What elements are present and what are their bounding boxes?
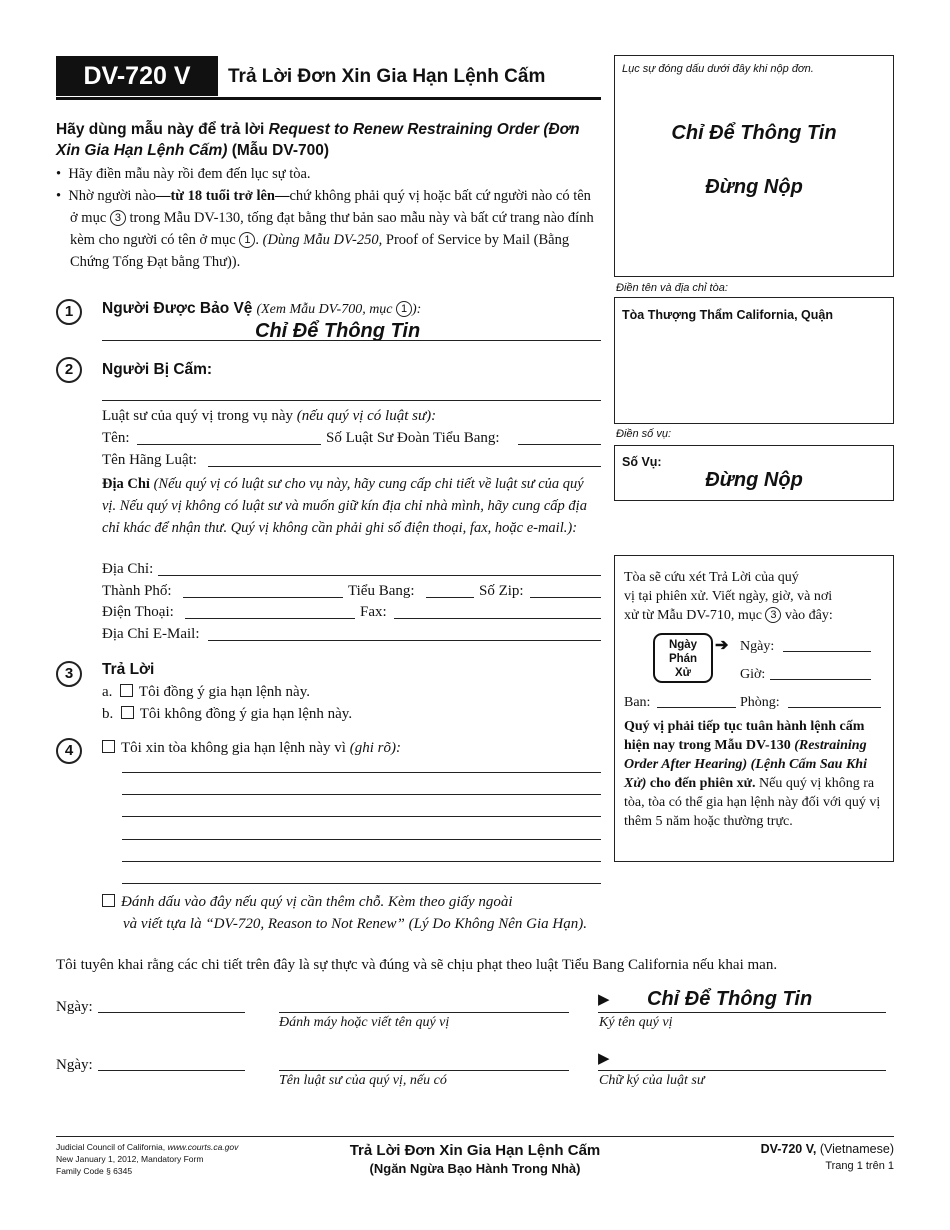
- date-label-2: Ngày:: [56, 1057, 93, 1073]
- zip-input[interactable]: [530, 597, 601, 598]
- protected-person-value: Chỉ Để Thông Tin: [255, 320, 421, 342]
- court-address-box[interactable]: [614, 297, 894, 424]
- form-code-badge: DV-720 V: [56, 56, 218, 96]
- zip-label: Số Zip:: [479, 583, 524, 599]
- phone-label: Điện Thoại:: [102, 604, 174, 620]
- reason-line-6[interactable]: [122, 883, 601, 884]
- hearing-time-input[interactable]: [770, 679, 871, 680]
- bullet-1: • Hãy điền mẫu này rồi đem đến lục sự tòa.: [56, 166, 311, 182]
- reason-checkbox[interactable]: [102, 740, 115, 753]
- typed-name-input[interactable]: [279, 1012, 569, 1013]
- footer-right: DV-720 V, (Vietnamese) Trang 1 trên 1: [760, 1142, 894, 1172]
- section-2-number: 2: [56, 357, 82, 383]
- hearing-intro: Tòa sẽ cứu xét Trả Lời của quý vị tại phiên xử. Viết ngày, giờ, và nơi xử từ Mẫu DV-710, mục 3 vào đây:: [624, 570, 833, 623]
- bar-number-label: Số Luật Sư Đoàn Tiểu Bang:: [326, 430, 500, 446]
- address-instructions: Địa Chỉ (Nếu quý vị có luật sư cho vụ này, hãy cung cấp chi tiết về luật sư của quý vị. Nếu quý vị không có luật sư và muốn giữ kín địa chỉ nhà mình, hãy cung cấp địa chỉ khác để nhận thư. Quý vị không cần phải ghi số điện thoại, fax, hoặc e-mail.):: [102, 476, 587, 536]
- firm-name-input[interactable]: [208, 466, 601, 467]
- answer-option-b[interactable]: b. Tôi không đồng ý gia hạn lệnh này.: [102, 706, 353, 722]
- typed-name-caption: Đánh máy hoặc viết tên quý vị: [279, 1015, 450, 1030]
- fax-input[interactable]: [394, 618, 601, 619]
- signature-arrow-icon: ▶: [598, 991, 610, 1008]
- lawyer-intro: Luật sư của quý vị trong vụ này (nếu quý vị có luật sư):: [102, 408, 437, 424]
- signature-input[interactable]: [598, 1012, 886, 1013]
- intro-lead: Hãy dùng mẫu này để trả lời Request to Renew Restraining Order (Đơn Xin Gia Hạn Lệnh Cấm) (Mẫu DV-700): [56, 121, 580, 159]
- section-1-number: 1: [56, 299, 82, 325]
- address-input[interactable]: [158, 575, 601, 576]
- case-number-label: Số Vụ:: [622, 455, 662, 469]
- hearing-room-label: Phòng:: [740, 695, 780, 710]
- answer-option-a[interactable]: a. Tôi đồng ý gia hạn lệnh này.: [102, 684, 310, 700]
- reason-line-5[interactable]: [122, 861, 601, 862]
- footer-rule: [56, 1136, 894, 1137]
- intro-bullets: [56, 163, 601, 273]
- header-rule: [56, 97, 601, 100]
- protected-person-input[interactable]: [102, 340, 601, 341]
- agree-checkbox[interactable]: [120, 684, 133, 697]
- hearing-room-input[interactable]: [788, 707, 881, 708]
- lawyer-signature-input[interactable]: [598, 1070, 886, 1071]
- date-input-1[interactable]: [98, 1012, 245, 1013]
- hearing-time-label: Giờ:: [740, 667, 766, 682]
- lawyer-name-input[interactable]: [137, 444, 321, 445]
- reason-line-1[interactable]: [122, 772, 601, 773]
- lawyer-signature-arrow-icon: ▶: [598, 1050, 610, 1067]
- clerk-box-donotfile: Đừng Nộp: [705, 176, 803, 198]
- court-box-label: Điền tên và địa chỉ tòa:: [616, 282, 728, 294]
- footer-left: Judicial Council of California, www.courts.ca.gov New January 1, 2012, Mandatory Form Family Code § 6345: [56, 1142, 239, 1176]
- section-3-heading: Trả Lời: [102, 661, 155, 678]
- email-label: Địa Chỉ E-Mail:: [102, 626, 200, 642]
- fax-label: Fax:: [360, 604, 387, 620]
- hearing-dept-label: Ban:: [624, 695, 651, 710]
- lawyer-name-sign-input[interactable]: [279, 1070, 569, 1071]
- more-space-option[interactable]: Đánh dấu vào đây nếu quý vị cần thêm chỗ. Kèm theo giấy ngoài và viết tựa là “DV-720, Reason to Not Renew” (Lý Do Không Nên Gia Hạn).: [102, 891, 587, 935]
- more-space-checkbox[interactable]: [102, 894, 115, 907]
- signature-caption: Ký tên quý vị: [599, 1015, 673, 1030]
- state-label: Tiểu Bang:: [348, 583, 415, 599]
- email-input[interactable]: [208, 640, 601, 641]
- section-4-reason[interactable]: Tôi xin tòa không gia hạn lệnh này vì (ghi rõ):: [102, 740, 401, 757]
- case-number-box[interactable]: [614, 445, 894, 501]
- reason-line-4[interactable]: [122, 839, 601, 840]
- arrow-right-icon: ➔: [715, 637, 729, 654]
- city-label: Thành Phố:: [102, 583, 172, 599]
- footer-center: Trả Lời Đơn Xin Gia Hạn Lệnh Cấm (Ngăn Ngừa Bạo Hành Trong Nhà): [349, 1142, 601, 1176]
- reason-line-3[interactable]: [122, 816, 601, 817]
- lawyer-name-caption: Tên luật sư của quý vị, nếu có: [279, 1073, 447, 1088]
- firm-name-label: Tên Hãng Luật:: [102, 452, 197, 468]
- lawyer-signature-caption: Chữ ký của luật sư: [599, 1073, 705, 1088]
- state-input[interactable]: [426, 597, 474, 598]
- clerk-box-info: Chỉ Để Thông Tin: [671, 122, 837, 144]
- court-name: Tòa Thượng Thẩm California, Quận: [622, 308, 833, 322]
- restrained-person-input[interactable]: [102, 400, 601, 401]
- date-input-2[interactable]: [98, 1070, 245, 1071]
- phone-input[interactable]: [185, 618, 355, 619]
- disagree-checkbox[interactable]: [121, 706, 134, 719]
- section-4-number: 4: [56, 738, 82, 764]
- section-3-number: 3: [56, 661, 82, 687]
- clerk-box-label: Lục sự đóng dấu dưới đây khi nộp đơn.: [622, 63, 814, 75]
- reason-line-2[interactable]: [122, 794, 601, 795]
- bullet-2: • Nhờ người nào—từ 18 tuổi trở lên—chứ không phải quý vị hoặc bất cứ người nào có tên ở mục 3 trong Mẫu DV-130, tống đạt bằng thư bản sao mẫu này và bất cứ trang nào đính kèm cho người có tên ở mục 1 . (Dùng Mẫu DV-250, Proof of Service by Mail (Bằng Chứng Tống Đạt bằng Thư)).: [56, 188, 594, 270]
- hearing-date-input[interactable]: [783, 651, 871, 652]
- city-input[interactable]: [183, 597, 343, 598]
- hearing-box: [614, 555, 894, 862]
- address-label: Địa Chỉ:: [102, 561, 154, 577]
- case-box-label: Điền số vụ:: [616, 428, 672, 440]
- hearing-warning: Quý vị phải tiếp tục tuân hành lệnh cấm hiện nay trong Mẫu DV-130 (Restraining Order After Hearing) (Lệnh Cấm Sau Khi Xử) cho đến phiên xử. Nếu quý vị không ra tòa, tòa có thể gia hạn lệnh này đối với quý vị thêm 5 năm hoặc thường trực.: [624, 719, 881, 829]
- declaration-text: Tôi tuyên khai rằng các chi tiết trên đây là sự thực và đúng và sẽ chịu phạt theo luật Tiểu Bang California nếu khai man.: [56, 957, 778, 973]
- hearing-dept-input[interactable]: [657, 707, 736, 708]
- case-number-stamp: Đừng Nộp: [705, 469, 803, 491]
- bar-number-input[interactable]: [518, 444, 601, 445]
- signature-value: Chỉ Để Thông Tin: [647, 988, 813, 1010]
- hearing-date-badge: Ngày Phán Xử: [653, 633, 713, 683]
- hearing-date-label: Ngày:: [740, 639, 775, 654]
- lawyer-name-label: Tên:: [102, 430, 130, 446]
- date-label-1: Ngày:: [56, 999, 93, 1015]
- section-1-heading: Người Được Bảo Vệ (Xem Mẫu DV-700, mục 1 ):: [102, 300, 422, 317]
- clerk-stamp-box: [614, 55, 894, 277]
- section-2-heading: Người Bị Cấm:: [102, 361, 213, 378]
- page-title: Trả Lời Đơn Xin Gia Hạn Lệnh Cấm: [228, 66, 546, 87]
